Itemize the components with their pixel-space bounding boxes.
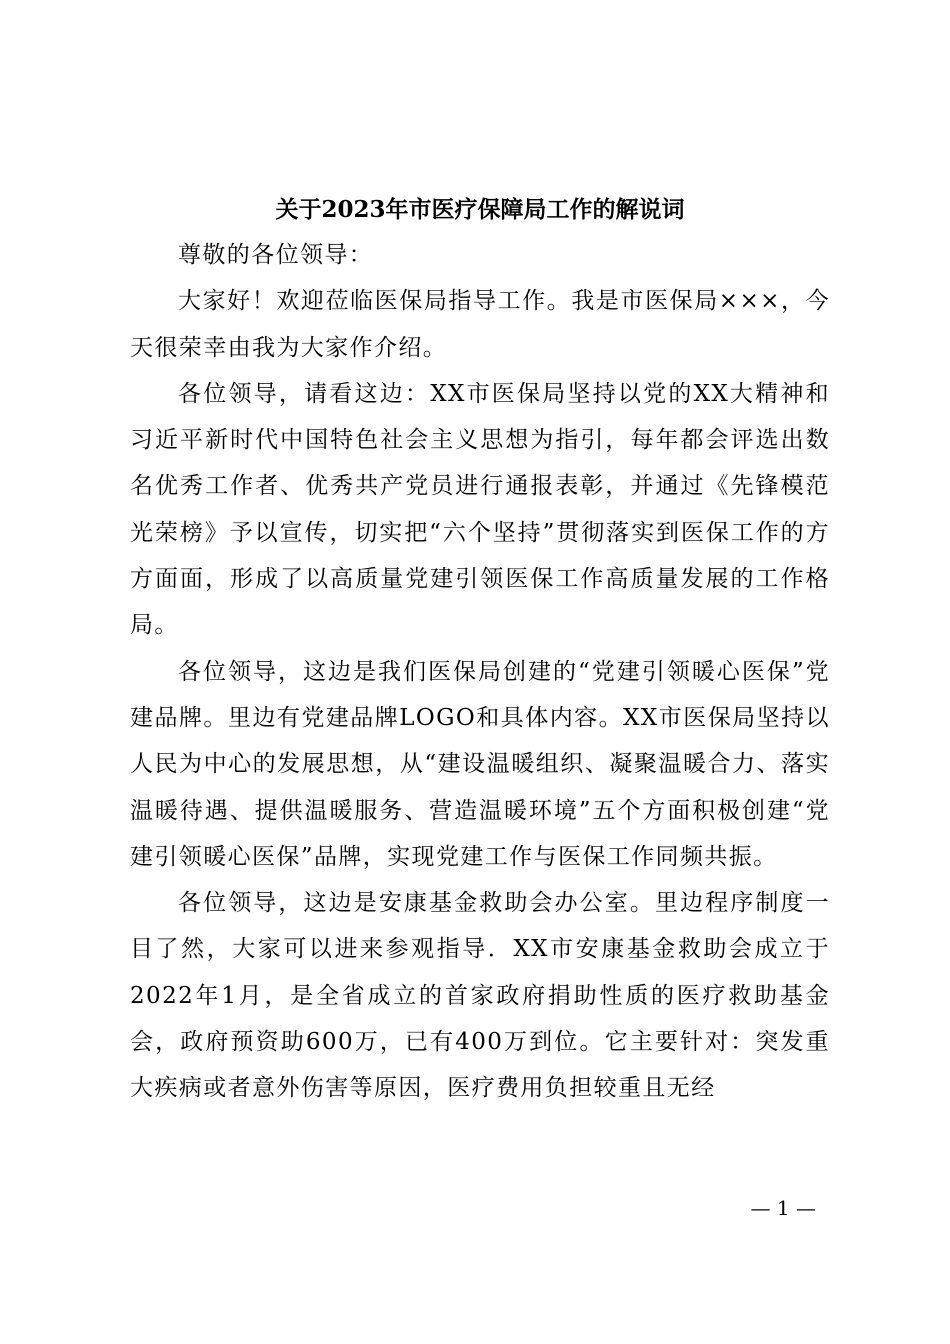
paragraph-greeting: 大家好！欢迎莅临医保局指导工作。我是市医保局×××，今天很荣幸由我为大家作介绍。 bbox=[130, 288, 830, 361]
paragraph-fund: 各位领导，这边是安康基金救助会办公室。里边程序制度一目了然，大家可以进来参观指导．XX市安康基金救助会成立于2022年1月，是全省成立的首家政府捐助性质的医疗救助基金会，政府预资助600万，已有400万到位。它主要针对：突发重大疾病或者意外伤害等原因，医疗费用负担较重且无经 bbox=[130, 890, 830, 1102]
page-number: — 1 — bbox=[750, 1196, 816, 1220]
paragraph-brand: 各位领导，这边是我们医保局创建的“党建引领暖心医保”党建品牌。里边有党建品牌LOGO和具体内容。XX市医保局坚持以人民为中心的发展思想，从“建设温暖组织、凝聚温暖合力、落实温暖待遇、提供温暖服务、营造温暖环境”五个方面积极创建“党建引领暖心医保”品牌，实现党建工作与医保工作同频共振。 bbox=[130, 658, 830, 870]
paragraph-salutation: 尊敬的各位领导： bbox=[178, 242, 374, 268]
document-title: 关于2023年市医疗保障局工作的解说词 bbox=[275, 196, 685, 223]
paragraph-party-building: 各位领导，请看这边：XX市医保局坚持以党的XX大精神和习近平新时代中国特色社会主义思想为指引，每年都会评选出数名优秀工作者、优秀共产党员进行通报表彰，并通过《先锋模范光荣榜》予以宣传，切实把“六个坚持”贯彻落实到医保工作的方方面面，形成了以高质量党建引领医保工作高质量发展的工作格局。 bbox=[130, 380, 830, 639]
document-body bbox=[130, 232, 830, 1112]
